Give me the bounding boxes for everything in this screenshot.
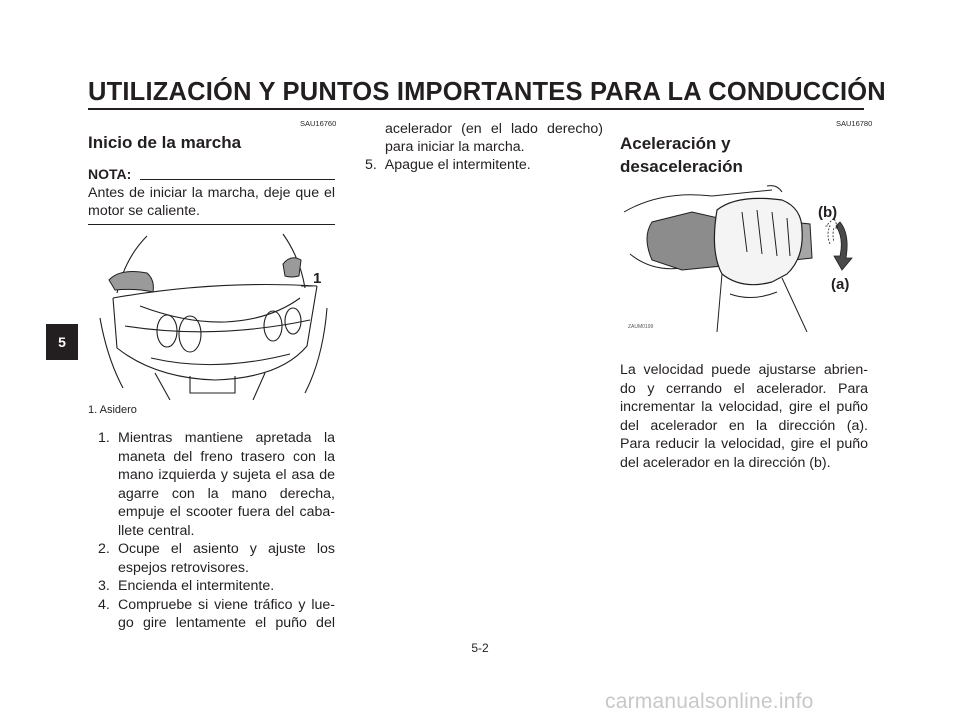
note-end-rule (88, 224, 335, 225)
paragraph-line: do y cerrando el acelerador. Para (620, 380, 868, 397)
grab-handle-right (283, 258, 301, 277)
paragraph-line: del acelerador en la dirección (a). (620, 417, 868, 434)
step-item-4 (98, 596, 335, 633)
note-text-line: Antes de iniciar la marcha, deje que el (88, 185, 335, 201)
paragraph-line: Para reducir la velocidad, gire el puño (620, 436, 868, 452)
section-heading: desaceleración (620, 157, 743, 176)
section-heading: Inicio de la marcha (88, 133, 242, 152)
figure-caption: 1. Asidero (88, 404, 137, 416)
title-rule (88, 108, 864, 110)
step-number: 2. (98, 541, 110, 557)
figure-label-b: (b) (818, 204, 838, 221)
step-text-line: espejos retrovisores. (118, 559, 249, 576)
section2-paragraph (620, 361, 868, 472)
paragraph-line: incrementar la velocidad, gire el puño (620, 399, 868, 415)
step-text-line: Mientras mantiene apretada la (118, 430, 335, 446)
section-code: SAU16760 (300, 119, 337, 128)
step-number: 3. (98, 578, 110, 594)
figure-label-a: (a) (831, 276, 850, 293)
note-rule (140, 179, 335, 180)
step-number: 5. (365, 157, 377, 173)
step-text-line: go gire lentamente el puño del (118, 615, 335, 631)
arrow-b-icon (826, 218, 838, 244)
scooter-figure (95, 228, 335, 400)
step-item-3 (98, 577, 335, 596)
section-heading: Aceleración y (620, 134, 731, 153)
step-number: 1. (98, 430, 110, 446)
step-text: Apague el intermitente. (384, 157, 531, 173)
note-label: NOTA: (88, 166, 132, 182)
note-text-line: motor se caliente. (88, 203, 200, 219)
step-item-5 (365, 156, 603, 175)
step-text-line: empuje el scooter fuera del caba- (118, 504, 335, 520)
chapter-tab: 5 (46, 324, 78, 360)
step-text-line: Ocupe el asiento y ajuste los (118, 541, 335, 557)
step-text-line: Compruebe si viene tráfico y lue- (118, 596, 335, 613)
step-item-2 (98, 540, 335, 577)
figure-code: ZAUM0199 (628, 324, 654, 330)
step-text-line: mano izquierda y sujeta el asa de (118, 467, 335, 483)
steps-list (98, 429, 335, 633)
paragraph-line: La velocidad puede ajustarse abrien- (620, 362, 868, 378)
paragraph-line: del acelerador en la dirección (b). (620, 454, 831, 471)
step-item-1 (98, 429, 335, 540)
figure-callout: 1 (313, 270, 322, 287)
page-title: UTILIZACIÓN Y PUNTOS IMPORTANTES PARA LA CONDUCCIÓN (88, 78, 886, 106)
note-header (88, 166, 335, 182)
step4-continuation-line: para iniciar la marcha. (385, 139, 525, 155)
section-code: SAU16780 (836, 119, 873, 128)
step-text-line: Encienda el intermitente. (118, 578, 275, 594)
step-text-line: maneta del freno trasero con la (118, 448, 335, 465)
page-number: 5-2 (471, 641, 489, 655)
step4-continuation-line: acelerador (en el lado derecho) (385, 121, 603, 137)
arrow-a-icon (834, 222, 852, 270)
grab-handle-left (109, 272, 153, 292)
step-text-line: llete central. (118, 522, 195, 539)
watermark: carmanualsonline.info (605, 690, 814, 713)
step-number: 4. (98, 596, 110, 613)
step-text-line: agarre con la mano derecha, (118, 485, 335, 502)
